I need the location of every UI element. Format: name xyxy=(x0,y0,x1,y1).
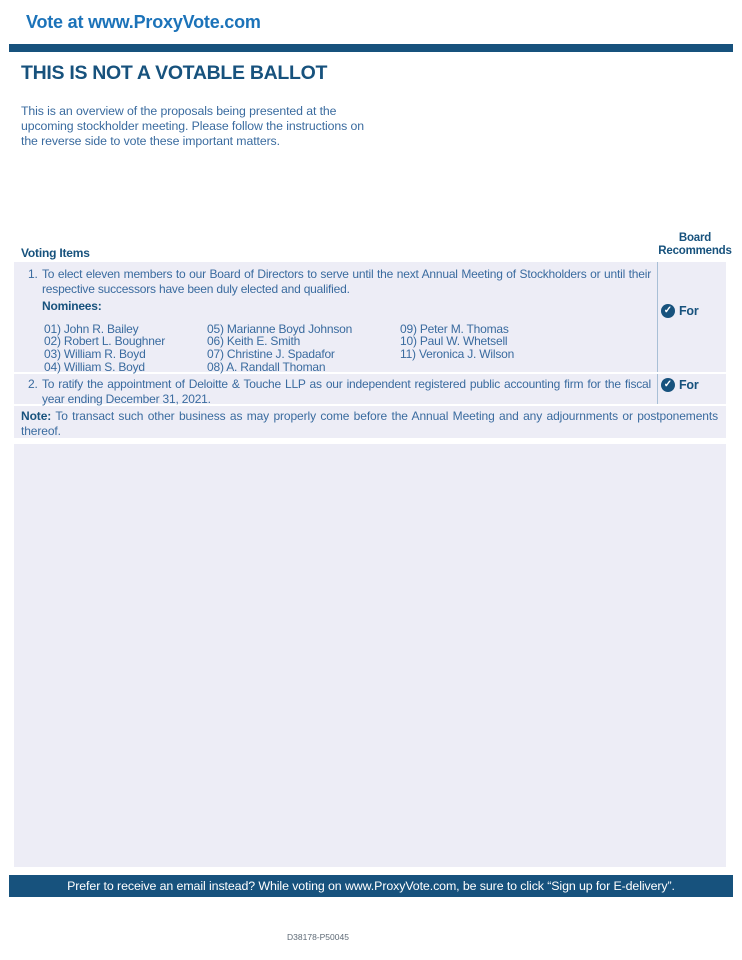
board-recommendation-cell-2 xyxy=(657,374,726,404)
nominee: 03) William R. Boyd xyxy=(44,346,146,361)
nominee-column-2 xyxy=(207,323,400,373)
nominee-column-3 xyxy=(400,323,651,373)
board-recommends-line2: Recommends xyxy=(658,244,732,257)
item-number: 1. xyxy=(28,267,38,281)
check-icon: ✓ xyxy=(661,304,675,318)
nominee: 08) A. Randall Thoman xyxy=(207,359,326,374)
nominee-column-1 xyxy=(44,323,207,373)
nominee: 10) Paul W. Whetsell xyxy=(400,334,508,349)
check-icon: ✓ xyxy=(661,378,675,392)
recommendation-badge xyxy=(661,378,726,392)
voting-item-row-1 xyxy=(14,262,726,372)
document-code: D38178-P50045 xyxy=(287,932,349,942)
nominee: 05) Marianne Boyd Johnson xyxy=(207,321,353,336)
item-text: To elect eleven members to our Board of Directors to serve until the next Annual Meeting of Stockholders or until their respective successors have been duly elected and qualified. xyxy=(42,267,651,296)
voting-items-header: Voting Items xyxy=(21,246,90,260)
nominee: 02) Robert L. Boughner xyxy=(44,334,166,349)
note-row xyxy=(14,406,726,438)
nominees-label: Nominees: xyxy=(42,299,102,314)
voting-item-row-2 xyxy=(14,374,726,404)
nominee: 04) William S. Boyd xyxy=(44,359,145,374)
intro-text: This is an overview of the proposals being presented at the upcoming stockholder meeting. Please follow the instructions on the reverse side to vote these important matters. xyxy=(21,104,364,148)
ballot-heading: THIS IS NOT A VOTABLE BALLOT xyxy=(21,62,328,84)
board-recommendation-cell-1 xyxy=(657,262,726,372)
nominee: 09) Peter M. Thomas xyxy=(400,321,509,336)
edelivery-banner: Prefer to receive an email instead? While voting on www.ProxyVote.com, be sure to click “Sign up for E-delivery”. xyxy=(9,875,733,897)
recommendation-badge xyxy=(661,304,726,318)
nominee-list xyxy=(44,323,651,373)
nominee: 07) Christine J. Spadafor xyxy=(207,346,335,361)
item-text: To ratify the appointment of Deloitte & Touche LLP as our independent registered public accounting firm for the fiscal year ending December 31, 2021. xyxy=(42,377,651,406)
recommendation-label: For xyxy=(679,378,699,392)
item-content xyxy=(42,377,651,404)
empty-shaded-area xyxy=(14,444,726,867)
nominee: 01) John R. Bailey xyxy=(44,321,139,336)
item-number: 2. xyxy=(28,377,38,391)
page-title: Vote at www.ProxyVote.com xyxy=(26,12,261,32)
note-label: Note: xyxy=(21,409,52,423)
voting-item-2-cell xyxy=(14,374,657,404)
recommendation-label: For xyxy=(679,304,699,318)
nominee: 11) Veronica J. Wilson xyxy=(400,346,515,361)
board-recommends-line1: Board xyxy=(678,232,712,244)
note-text: To transact such other business as may properly come before the Annual Meeting and any adjournments or postponements thereof. xyxy=(21,409,718,438)
voting-item-1-cell xyxy=(14,262,657,372)
item-content xyxy=(42,267,651,372)
header-rule xyxy=(9,44,733,52)
nominee: 06) Keith E. Smith xyxy=(207,334,301,349)
board-recommends-header xyxy=(653,232,737,257)
